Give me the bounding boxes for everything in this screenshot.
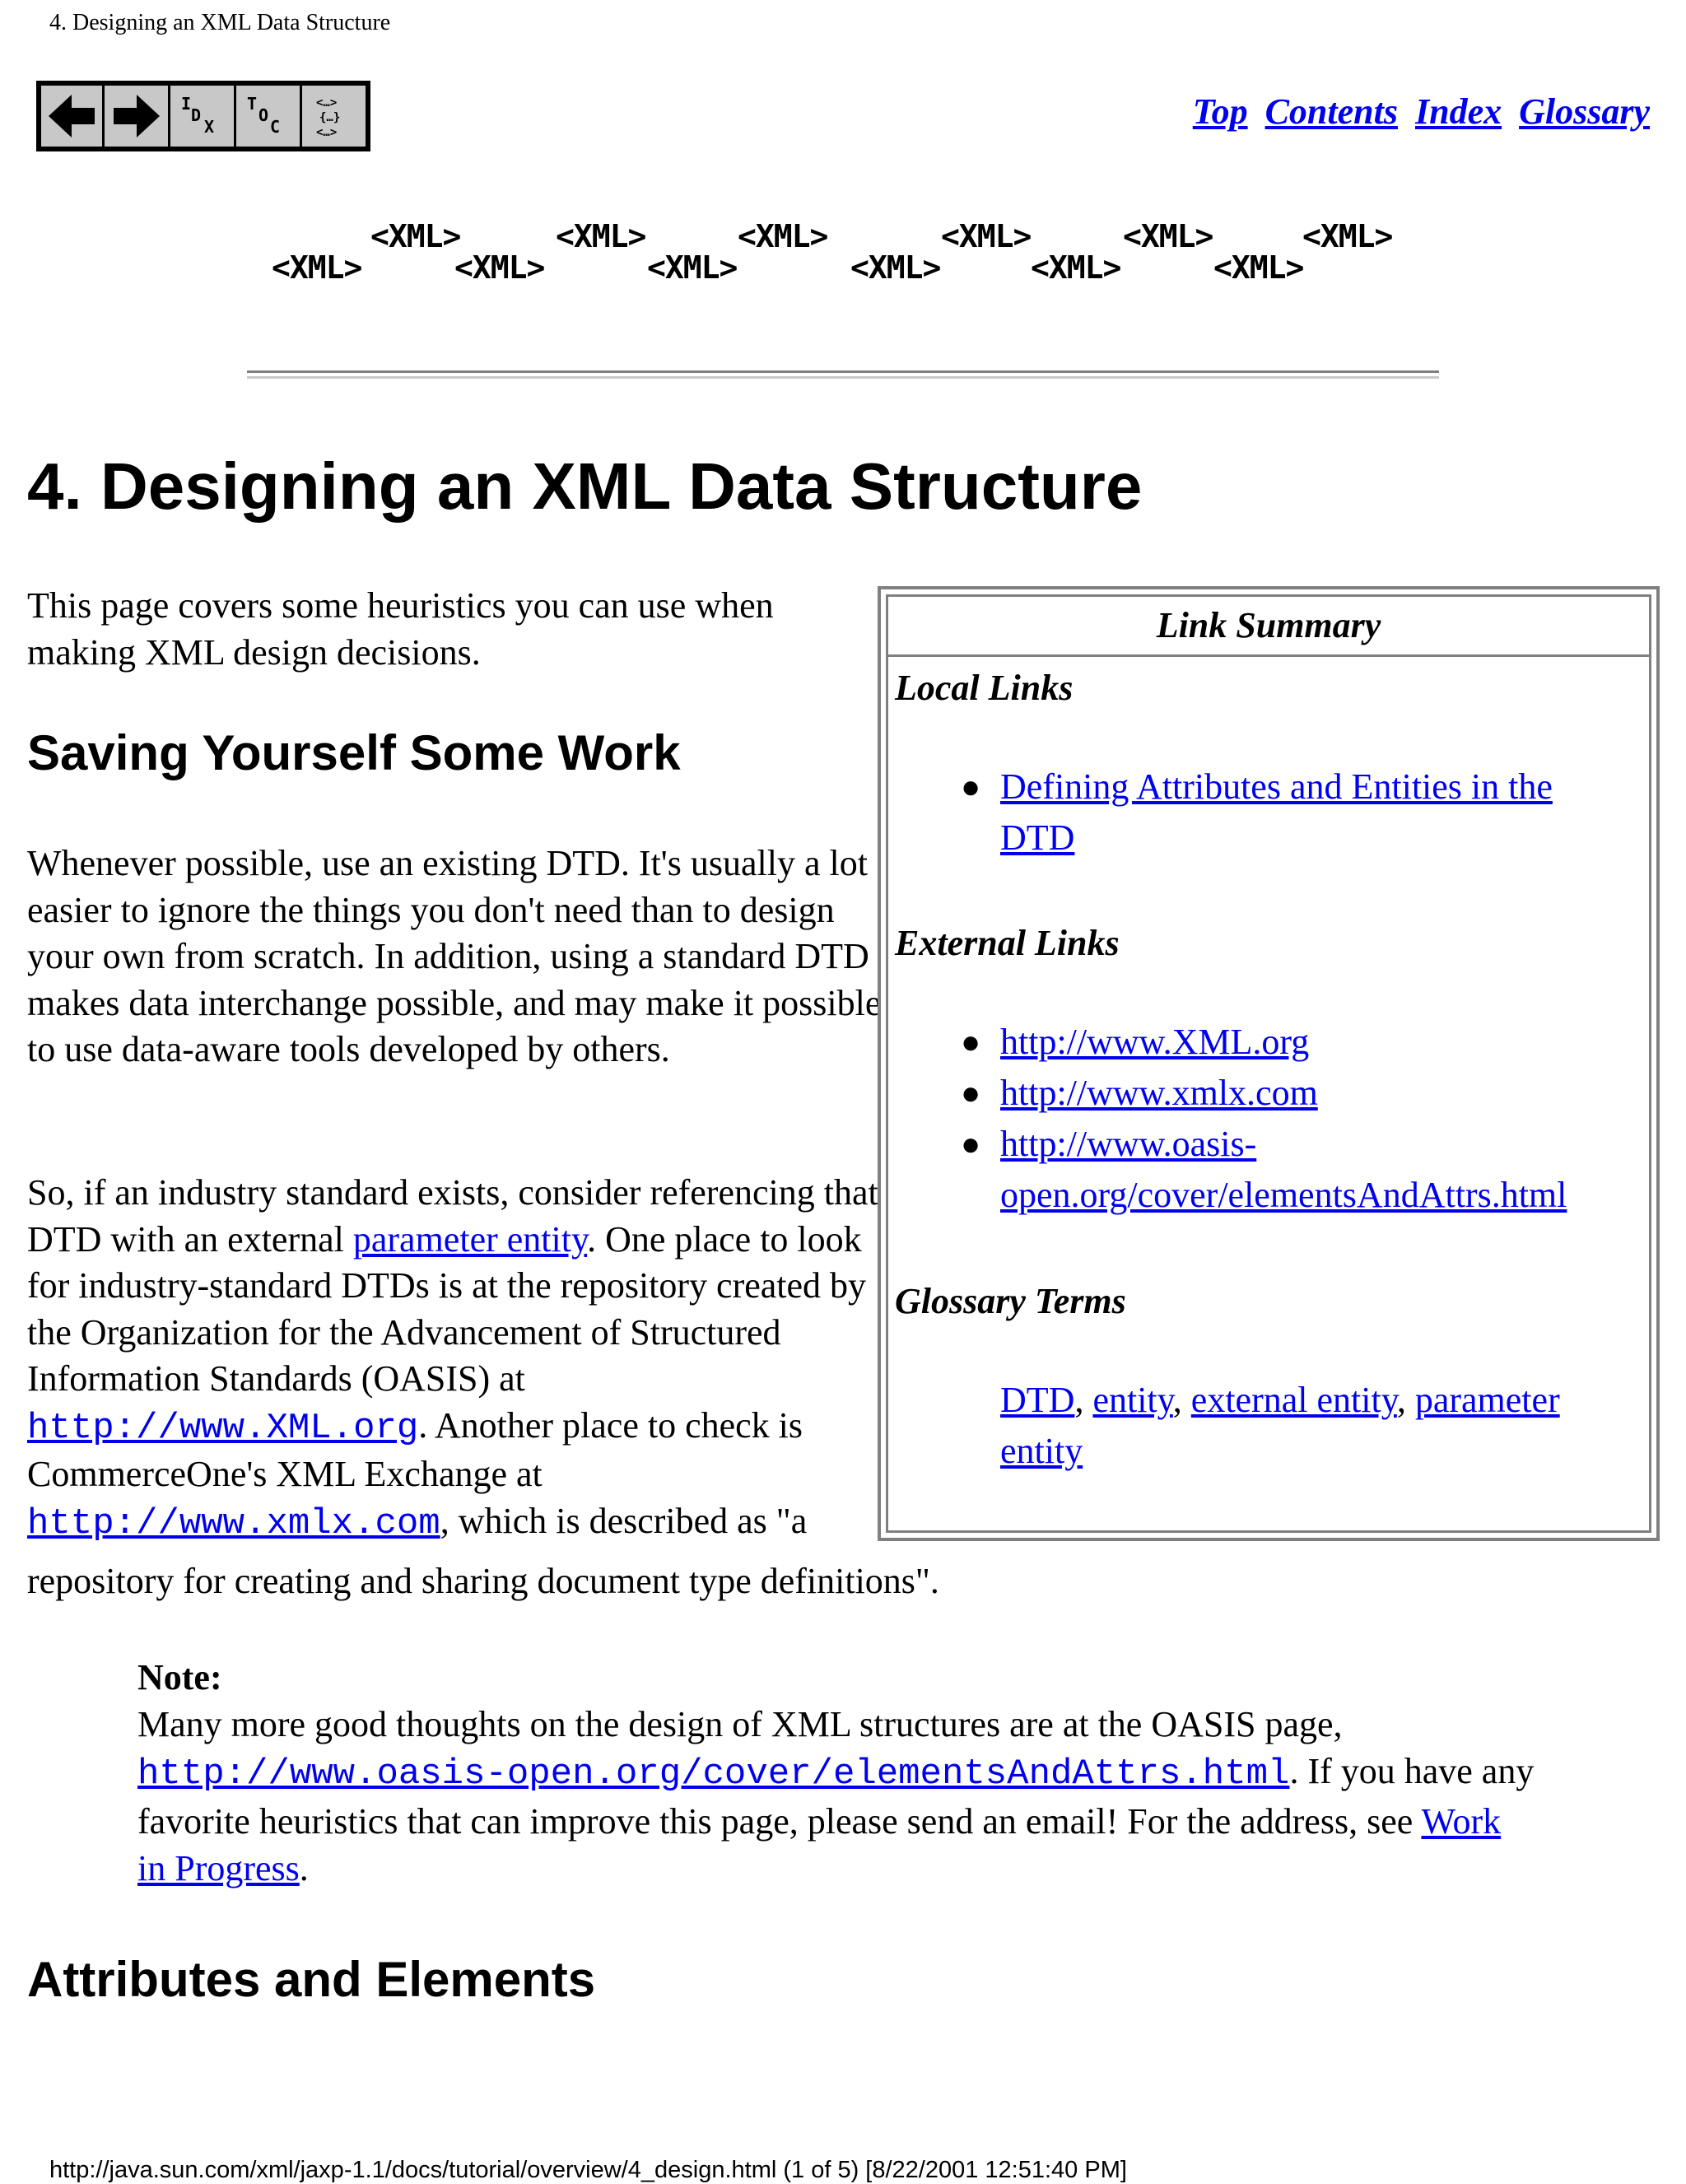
separator: ,: [1074, 1380, 1084, 1420]
bullet-icon: ●: [961, 1074, 981, 1111]
separator: ,: [1172, 1380, 1182, 1420]
glossary-link[interactable]: external entity: [1190, 1380, 1397, 1420]
external-link[interactable]: http://www.XML.org: [1000, 1022, 1310, 1062]
paragraph: [27, 1170, 883, 1547]
external-link[interactable]: http://www.xmlx.com: [1000, 1073, 1318, 1113]
list-item: [961, 1119, 1634, 1221]
xml-banner-tag: <XML>: [941, 218, 1032, 254]
bullet-icon: ●: [961, 1023, 981, 1060]
xml-banner-tag: <XML>: [1213, 249, 1304, 286]
xml-banner: [272, 218, 1408, 300]
horizontal-rule: [247, 370, 1439, 379]
text-run: . One place to look for industry-standard DTDs is at the repository created by the Organization for the Advancement of Structured Information Standards (OASIS) at: [27, 1218, 867, 1399]
local-link[interactable]: DTD: [1000, 817, 1075, 858]
glossary-terms-heading: Glossary Terms: [895, 1281, 1126, 1321]
link-summary-inner: [886, 594, 1651, 1533]
external-link[interactable]: http://www.oasis-: [1000, 1124, 1257, 1164]
xml-banner-tag: <XML>: [1031, 249, 1121, 286]
index-link[interactable]: Index: [1414, 91, 1502, 132]
text-run: .: [299, 1848, 309, 1888]
glossary-link[interactable]: entity: [1092, 1380, 1173, 1420]
xml-banner-tag: <XML>: [1302, 218, 1393, 254]
section-heading: Attributes and Elements: [27, 1952, 596, 2007]
link-summary-title: Link Summary: [888, 597, 1649, 657]
page-title: 4. Designing an XML Data Structure: [27, 449, 1143, 523]
back-arrow-icon[interactable]: [39, 83, 105, 149]
xml-banner-tag: <XML>: [738, 218, 828, 254]
svg-text:D: D: [190, 105, 201, 125]
page-header-title: 4. Designing an XML Data Structure: [49, 10, 391, 35]
oasis-link[interactable]: http://www.oasis-open.org/cover/elementsAndAttrs.html: [137, 1753, 1290, 1795]
paragraph: Whenever possible, use an existing DTD. It's usually a lot easier to ignore the things you don't need than to design your own from scratch. In addition, using a standard DTD makes data interchange possible, and may make it possible to use data-aware tools developed by others.: [27, 843, 882, 1069]
link-summary-box: [878, 586, 1660, 1541]
xml-banner-tag: <XML>: [454, 249, 545, 286]
xml-banner-tag: <XML>: [850, 249, 941, 286]
page-footer-url: http://java.sun.com/xml/jaxp-1.1/docs/tutorial/overview/4_design.html (1 of 5) [8/22/2001 12:51:40 PM]: [49, 2157, 1127, 2183]
xml-banner-tag: <XML>: [272, 249, 362, 286]
top-link[interactable]: Top: [1192, 91, 1248, 132]
intro-paragraph: This page covers some heuristics you can use when making XML design decisions.: [27, 585, 774, 673]
list-item: [961, 1068, 1634, 1119]
xml-banner-tag: <XML>: [556, 218, 646, 254]
xml-banner-tag: <XML>: [647, 249, 738, 286]
text-run: So, if an industry standard exists, consider referencing that DTD with an external: [27, 1172, 878, 1260]
bullet-icon: ●: [961, 1125, 981, 1162]
parameter-entity-link[interactable]: parameter entity: [352, 1218, 588, 1260]
nav-toolbar: [36, 81, 370, 151]
xml-banner-tag: <XML>: [1123, 218, 1213, 254]
work-in-progress-link[interactable]: Work in Progress: [137, 1801, 1502, 1888]
note-block: [137, 1654, 1537, 1892]
text-run: . If you have any favorite heuristics that can improve this page, please send an email! For the address, see: [137, 1751, 1535, 1842]
index-icon[interactable]: [170, 83, 236, 149]
glossary-terms: [1000, 1375, 1634, 1477]
contents-link[interactable]: Contents: [1264, 91, 1398, 132]
local-link[interactable]: Defining Attributes and Entities in the: [1000, 766, 1553, 807]
svg-text:T: T: [246, 94, 257, 114]
top-links: [1185, 91, 1650, 133]
local-links-heading: Local Links: [895, 668, 1074, 708]
svg-text:O: O: [258, 105, 268, 125]
list-item: [961, 761, 1634, 864]
paragraph-continuation: repository for creating and sharing document type definitions".: [27, 1561, 939, 1601]
glossary-link[interactable]: parameter: [1414, 1380, 1560, 1420]
text-run: . Another place to check is CommerceOne's XML Exchange at: [27, 1404, 803, 1494]
glossary-link[interactable]: Glossary: [1519, 91, 1650, 132]
glossary-link[interactable]: entity: [1000, 1431, 1083, 1471]
xml-org-link[interactable]: http://www.XML.org: [27, 1407, 419, 1449]
bullet-icon: ●: [961, 768, 981, 805]
xmlx-link[interactable]: http://www.xmlx.com: [27, 1502, 440, 1544]
svg-text:{…}: {…}: [319, 111, 340, 124]
external-links-heading: External Links: [895, 923, 1120, 963]
glossary-link[interactable]: DTD: [1000, 1380, 1075, 1420]
svg-text:C: C: [269, 117, 280, 137]
external-link[interactable]: open.org/cover/elementsAndAttrs.html: [1000, 1175, 1567, 1215]
svg-text:X: X: [203, 117, 214, 137]
separator: ,: [1396, 1380, 1406, 1420]
forward-arrow-icon[interactable]: [105, 83, 170, 149]
list-item: [961, 1017, 1634, 1068]
xml-tags-icon[interactable]: [302, 83, 368, 149]
note-label: Note:: [137, 1657, 222, 1697]
section-heading: Saving Yourself Some Work: [27, 725, 681, 780]
svg-text:<…>: <…>: [315, 96, 337, 109]
toc-icon[interactable]: [236, 83, 302, 149]
xml-banner-tag: <XML>: [370, 218, 461, 254]
text-run: , which is described as "a: [440, 1500, 808, 1541]
note-text: [137, 1701, 1537, 1892]
svg-text:<…>: <…>: [315, 126, 337, 139]
text-run: Many more good thoughts on the design of XML structures are at the OASIS page,: [137, 1704, 1343, 1744]
svg-text:I: I: [180, 94, 191, 114]
